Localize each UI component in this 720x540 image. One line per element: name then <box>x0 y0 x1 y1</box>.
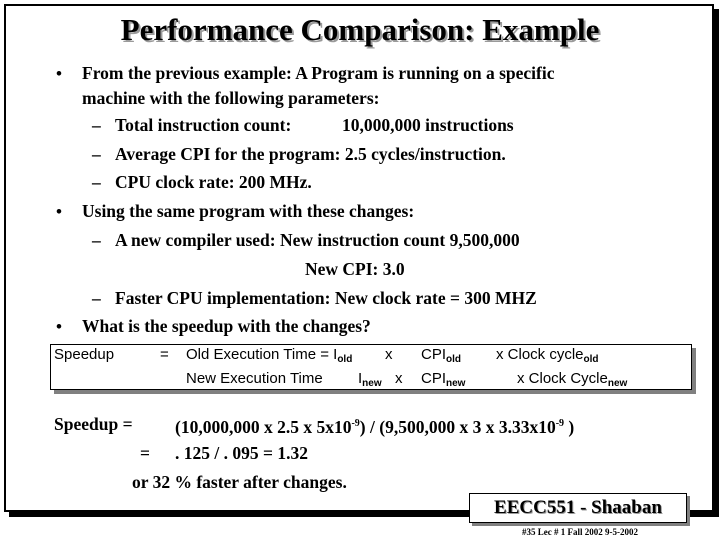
formula-clock-cycle-old: x Clock cycle$_{old}$ <box>496 346 599 365</box>
bullet-1-line-2: machine with the following parameters: <box>82 88 380 108</box>
bullet-1-line-1: From the previous example: A Program is running on a specific <box>82 63 555 83</box>
formula-old-execution: Old Execution Time = $I_{old}$ <box>186 346 353 365</box>
dash-marker-5: – <box>92 288 101 308</box>
sub-bullet-new-compiler: A new compiler used: New instruction count 9,500,000 <box>115 230 520 250</box>
calc-speedup-label: Speedup = <box>54 414 133 434</box>
bullet-3-text: What is the speedup with the changes? <box>82 316 371 336</box>
formula-i-new: $I_{new}$ <box>358 370 382 389</box>
formula-new-execution: New Execution Time <box>186 370 323 387</box>
dash-marker-1: – <box>92 115 101 135</box>
sub-bullet-new-cpi: New CPI: 3.0 <box>305 259 405 279</box>
formula-cpi-new: $CPI_{new}$ <box>421 370 466 389</box>
bullet-marker-1: • <box>56 64 62 83</box>
formula-x-3: x <box>395 370 403 387</box>
formula-cpi-old: $CPI_{old}$ <box>421 346 462 365</box>
course-footer-box: EECC551 - Shaaban <box>469 493 687 523</box>
dash-marker-3: – <box>92 172 101 192</box>
sub-bullet-faster-cpu: Faster CPU implementation: New clock rate = 300 MHZ <box>115 288 537 308</box>
formula-speedup-label: Speedup <box>54 346 115 363</box>
dash-marker-4: – <box>92 230 101 250</box>
sub-bullet-clock-rate: CPU clock rate: 200 MHz. <box>115 172 312 192</box>
slide-title: Performance Comparison: Example <box>120 12 600 47</box>
bullet-marker-3: • <box>56 317 62 336</box>
formula-equals: = <box>160 346 169 363</box>
sub-bullet-instruction-count-value: 10,000,000 instructions <box>342 115 514 135</box>
calc-line-3: or 32 % faster after changes. <box>132 472 347 492</box>
bullet-marker-2: • <box>56 202 62 221</box>
calc-line-1: (10,000,000 x 2.5 x $5x10^{-9}) / (9,500,000$ x 3 x $3.33x10^{-9}$ ) <box>175 417 575 437</box>
sub-bullet-instruction-count-label: Total instruction count: <box>115 115 292 135</box>
slide-footer-small: #35 Lec # 1 Fall 2002 9-5-2002 <box>522 527 638 537</box>
calc-line-2: . 125 / . 095 = 1.32 <box>175 443 308 463</box>
calc-equals-2: = <box>140 443 150 463</box>
sub-bullet-average-cpi: Average CPI for the program: 2.5 cycles/instruction. <box>115 144 506 164</box>
formula-clock-cycle-new: x Clock Cycle$_{new}$ <box>517 370 628 389</box>
formula-x-1: x <box>385 346 393 363</box>
bullet-2-text: Using the same program with these changes: <box>82 201 415 221</box>
dash-marker-2: – <box>92 144 101 164</box>
